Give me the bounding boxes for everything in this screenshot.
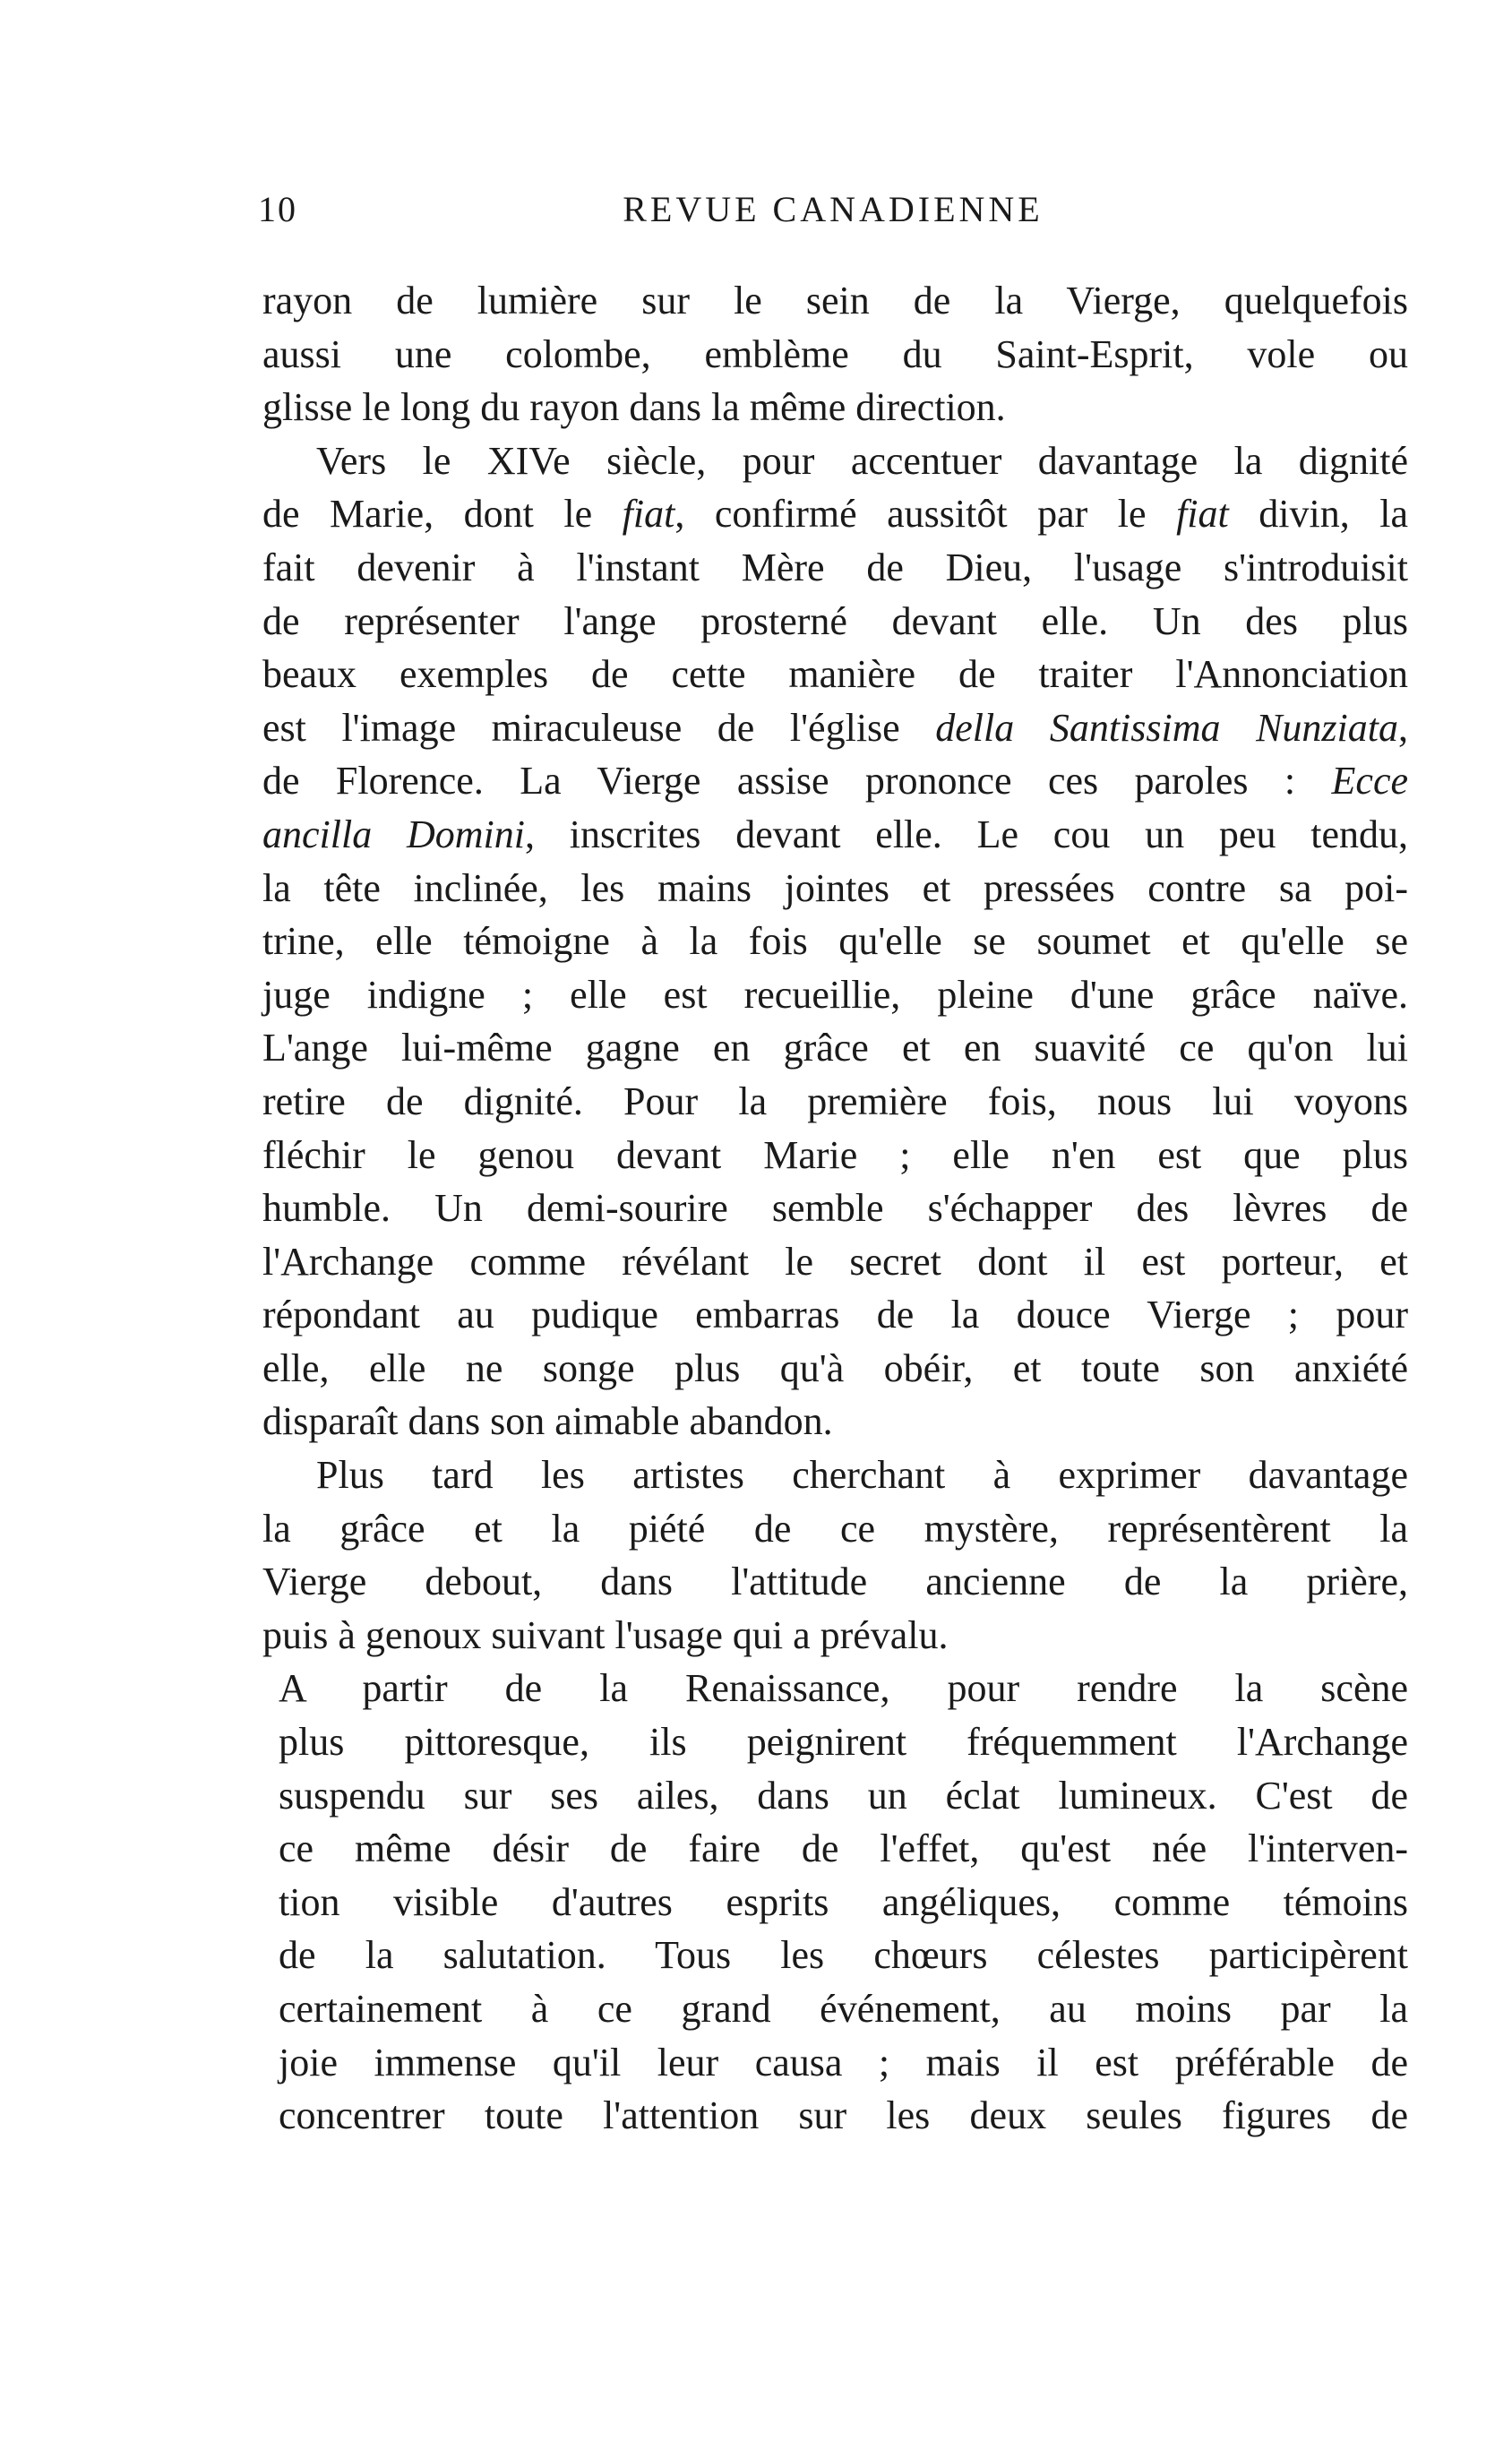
text-line: glisse le long du rayon dans la même direction. [262, 385, 1006, 430]
italic-run: fiat [622, 492, 675, 537]
italic-run: della Santissima Nunziata [935, 705, 1398, 750]
text-line [262, 754, 1408, 808]
text-line: de la salutation. Tous les chœurs célestes participèrent [279, 1933, 1408, 1978]
text-line: trine, elle témoigne à la fois qu'elle se soumet et qu'elle se [262, 919, 1408, 964]
text-run: , inscrites devant elle. Le cou un peu tendu, [525, 812, 1409, 856]
text-line: suspendu sur ses ailes, dans un éclat lumineux. C'est de [279, 1773, 1408, 1818]
text-line: rayon de lumière sur le sein de la Vierge, quelquefois [262, 279, 1408, 322]
text-line: fait devenir à l'instant Mère de Dieu, l'usage s'introduisit [262, 545, 1408, 589]
text-line: juge indigne ; elle est recueillie, pleine d'une grâce naïve. [262, 972, 1408, 1017]
page-number: 10 [258, 189, 297, 229]
text-line: de représenter l'ange prosterné devant elle. Un des plus [262, 598, 1408, 643]
page-header [258, 188, 1408, 242]
text-line: puis à genoux suivant l'usage qui a prévalu. [262, 1612, 949, 1657]
text-run: , [1398, 705, 1408, 750]
text-line: Vers le XIVe siècle, pour accentuer davantage la dignité [316, 438, 1408, 483]
text-line: l'Archange comme révélant le secret dont il est porteur, et [262, 1239, 1408, 1284]
text-line: aussi une colombe, emblème du Saint-Esprit, vole ou [262, 331, 1408, 376]
italic-run: fiat [1176, 492, 1229, 537]
text-line: la grâce et la piété de ce mystère, représentèrent la [262, 1506, 1408, 1551]
body-text [262, 274, 1408, 2143]
text-line: L'ange lui-même gagne en grâce et en suavité ce qu'on lui [262, 1026, 1408, 1070]
text-line: ce même désir de faire de l'effet, qu'est née l'interven- [279, 1826, 1408, 1871]
text-line [262, 701, 1408, 755]
italic-run: Ecce [1331, 759, 1408, 804]
text-line: Vierge debout, dans l'attitude ancienne de la prière, [262, 1560, 1408, 1604]
text-line: Plus tard les artistes cherchant à exprimer davantage [316, 1453, 1408, 1498]
running-head: REVUE CANADIENNE [623, 189, 1044, 229]
text-line: concentrer toute l'attention sur les deux seules figures de [279, 2093, 1408, 2138]
text-line: joie immense qu'il leur causa ; mais il est préférable de [279, 2040, 1408, 2084]
text-run: est l'image miraculeuse de l'église [262, 705, 936, 750]
text-line [262, 808, 1408, 862]
text-line: beaux exemples de cette manière de traiter l'Annonciation [262, 652, 1408, 697]
text-run: divin, la [1228, 492, 1408, 537]
text-run: de Florence. La Vierge assise prononce ces paroles : [262, 759, 1332, 804]
text-line: certainement à ce grand événement, au moins par la [279, 1987, 1408, 2031]
text-line [262, 487, 1408, 541]
text-run: de Marie, dont le [262, 492, 623, 537]
text-line: la tête inclinée, les mains jointes et pressées contre sa poi- [262, 865, 1408, 910]
text-line: humble. Un demi-sourire semble s'échapper des lèvres de [262, 1186, 1408, 1231]
text-line: disparaît dans son aimable abandon. [262, 1399, 833, 1444]
text-line: A partir de la Renaissance, pour rendre la scène [279, 1666, 1408, 1711]
text-run: , confirmé aussitôt par le [674, 492, 1177, 537]
text-line: fléchir le genou devant Marie ; elle n'en est que plus [262, 1132, 1408, 1177]
text-line: plus pittoresque, ils peignirent fréquemment l'Archange [279, 1720, 1408, 1765]
text-line: répondant au pudique embarras de la douce Vierge ; pour [262, 1293, 1408, 1337]
text-line: retire de dignité. Pour la première fois, nous lui voyons [262, 1079, 1408, 1123]
text-line: elle, elle ne songe plus qu'à obéir, et toute son anxiété [262, 1345, 1408, 1390]
italic-run: ancilla Domini [262, 812, 525, 856]
text-line: tion visible d'autres esprits angéliques, comme témoins [279, 1879, 1408, 1924]
